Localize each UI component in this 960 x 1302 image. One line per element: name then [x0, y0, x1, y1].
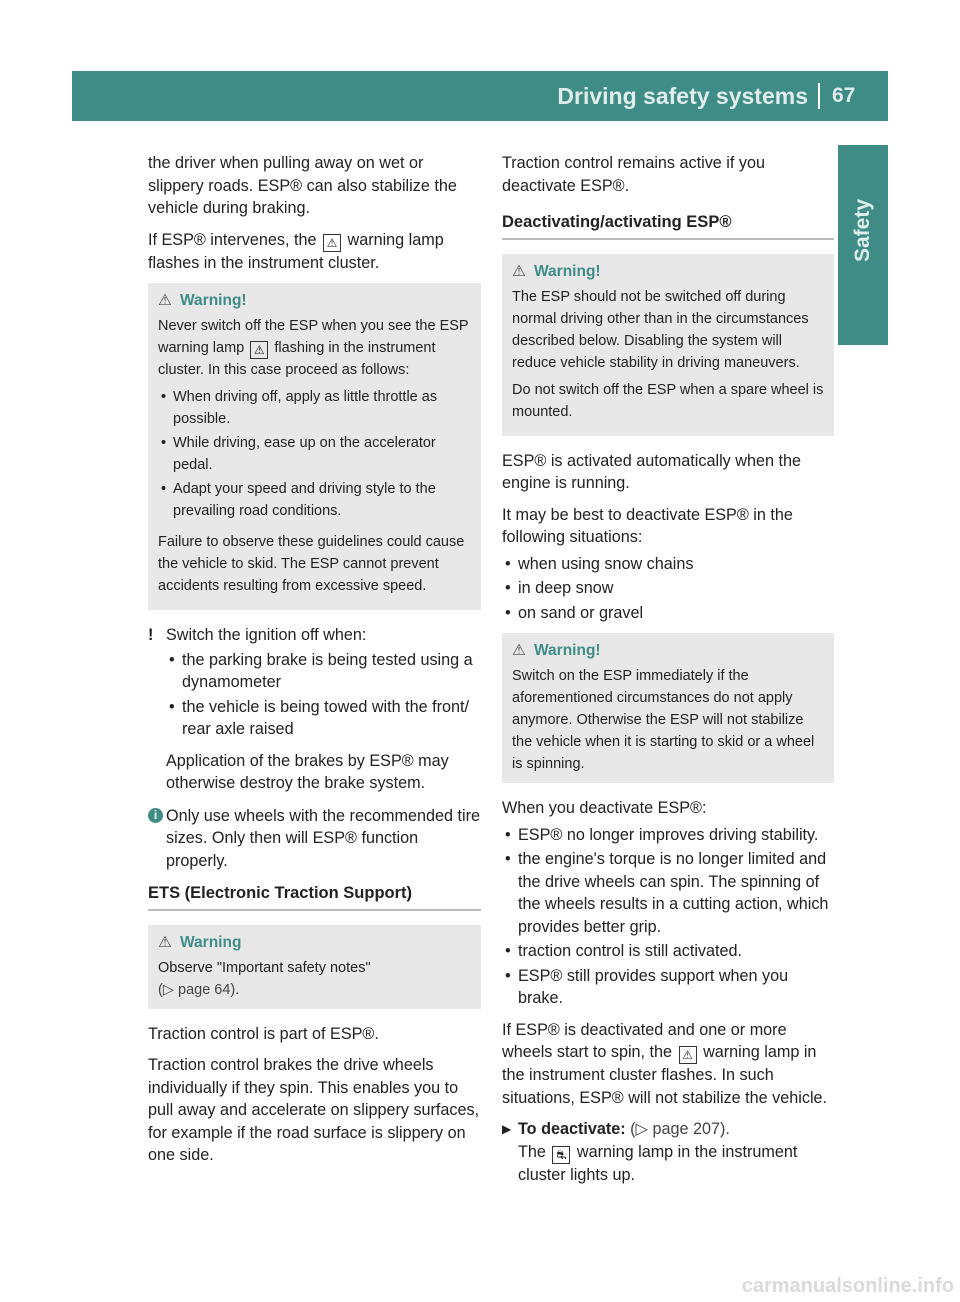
- left-column: [148, 152, 481, 1176]
- watermark: carmanualsonline.info: [741, 1275, 954, 1297]
- list-item: • ESP® no longer improves driving stability.: [502, 824, 834, 847]
- warning-text: Failure to observe these guidelines could cause the vehicle to skid. The ESP cannot prevent accidents resulting from excessive speed.: [158, 534, 465, 594]
- warning-triangle-icon: ⚠: [158, 292, 172, 309]
- paragraph: Traction control is part of ESP®.: [148, 1024, 379, 1043]
- info-note: [148, 805, 481, 873]
- esp-warning-lamp-icon: ⚠: [679, 1046, 697, 1064]
- list-item: • the parking brake is being tested using a dynamometer: [166, 649, 481, 694]
- warning-triangle-icon: ⚠: [158, 933, 172, 951]
- warning-triangle-icon: ⚠: [512, 642, 526, 659]
- list-item: • When driving off, apply as little throttle as possible.: [158, 386, 474, 430]
- paragraph: When you deactivate ESP®:: [502, 799, 707, 817]
- side-tab-label: Safety: [851, 198, 874, 262]
- list-item: • While driving, ease up on the accelerator pedal.: [158, 432, 474, 476]
- step-arrow-icon: ▶: [502, 1122, 512, 1136]
- warning-title: ⚠ Warning!: [512, 640, 827, 662]
- warning-title: ⚠ Warning: [158, 932, 474, 954]
- caution-note: [148, 624, 481, 795]
- paragraph: Traction control remains active if you deactivate ESP®.: [502, 154, 765, 195]
- list-item: • Adapt your speed and driving style to the prevailing road conditions.: [158, 478, 474, 522]
- page-reference-link[interactable]: (▷ page 207).: [630, 1120, 730, 1138]
- page-reference-link[interactable]: (▷ page 64).: [158, 981, 240, 998]
- paragraph: If ESP® is deactivated and one or more wheels start to spin, the ⚠ warning lamp in the instrument cluster flashes. In such situations, ESP® will not stabilize the vehicle.: [502, 1020, 828, 1107]
- warning-text: Observe "Important safety notes": [158, 959, 371, 976]
- effects-list: [502, 824, 834, 1010]
- list-item: • the vehicle is being towed with the front/ rear axle raised: [166, 696, 481, 741]
- section-heading: Deactivating/activating ESP®: [502, 211, 834, 240]
- intro-paragraph-2: If ESP® intervenes, the ⚠ warning lamp flashes in the instrument cluster.: [148, 230, 444, 272]
- warning-box: [148, 283, 481, 610]
- paragraph: Traction control brakes the drive wheels individually if they spin. This enables you to pull away and accelerate on slippery surfaces, for example if the road surface is slippery on one side.: [148, 1056, 480, 1164]
- warning-triangle-icon: ⚠: [512, 262, 526, 280]
- warning-bullet-list: [158, 386, 474, 522]
- list-item: • traction control is still activated.: [502, 940, 834, 963]
- situations-list: [502, 553, 834, 625]
- note-lead: Switch the ignition off when:: [166, 626, 367, 644]
- warning-title: ⚠ Warning!: [512, 261, 827, 283]
- warning-text: Never switch off the ESP when you see the ESP warning lamp ⚠ flashing in the instrument cluster. In this case proceed as follows:: [158, 318, 469, 378]
- warning-title: ⚠ Warning!: [158, 290, 474, 312]
- esp-warning-lamp-icon: ⚠: [250, 341, 268, 359]
- list-item: • when using snow chains: [502, 553, 834, 576]
- esp-off-lamp-icon: ⛐: [552, 1146, 570, 1164]
- warning-box: [502, 254, 834, 436]
- warning-text: Do not switch off the ESP when a spare wheel is mounted.: [512, 381, 824, 420]
- intro-paragraph: the driver when pulling away on wet or slippery roads. ESP® can also stabilize the vehicle during braking.: [148, 154, 457, 217]
- warning-box: [148, 925, 481, 1009]
- warning-box: [502, 633, 834, 783]
- info-icon: i: [148, 808, 163, 823]
- list-item: • the engine's torque is no longer limited and the drive wheels can spin. The spinning of the wheels results in a cutting action, which provides better grip.: [502, 848, 834, 938]
- paragraph: ESP® is activated automatically when the engine is running.: [502, 451, 801, 492]
- warning-text: Switch on the ESP immediately if the aforementioned circumstances do not apply anymore. Otherwise the ESP will not stabilize the vehicle when it is starting to skid or a wheel is spinning.: [512, 668, 815, 772]
- header-bar: [72, 71, 888, 121]
- list-item: • on sand or gravel: [502, 602, 834, 625]
- note-bullet-list: [166, 649, 481, 741]
- instruction-step: [502, 1118, 834, 1186]
- paragraph: It may be best to deactivate ESP® in the following situations:: [502, 505, 793, 546]
- step-label: To deactivate:: [518, 1120, 626, 1138]
- info-text: Only use wheels with the recommended tire sizes. Only then will ESP® function properly.: [166, 806, 481, 870]
- section-heading: ETS (Electronic Traction Support): [148, 882, 481, 911]
- list-item: • in deep snow: [502, 577, 834, 600]
- section-title: Driving safety systems: [557, 83, 820, 109]
- list-item: • ESP® still provides support when you brake.: [502, 965, 834, 1010]
- note-tail: Application of the brakes by ESP® may otherwise destroy the brake system.: [166, 751, 449, 792]
- esp-warning-lamp-icon: ⚠: [323, 234, 341, 252]
- page-number: 67: [832, 84, 856, 107]
- right-column: [502, 152, 834, 1194]
- warning-text: The ESP should not be switched off during normal driving other than in the circumstances described below. Disabling the system will reduce vehicle stability in driving maneuvers.: [512, 288, 809, 371]
- step-text: The ⛐ warning lamp in the instrument cluster lights up.: [518, 1142, 798, 1184]
- exclamation-icon: !: [148, 626, 154, 644]
